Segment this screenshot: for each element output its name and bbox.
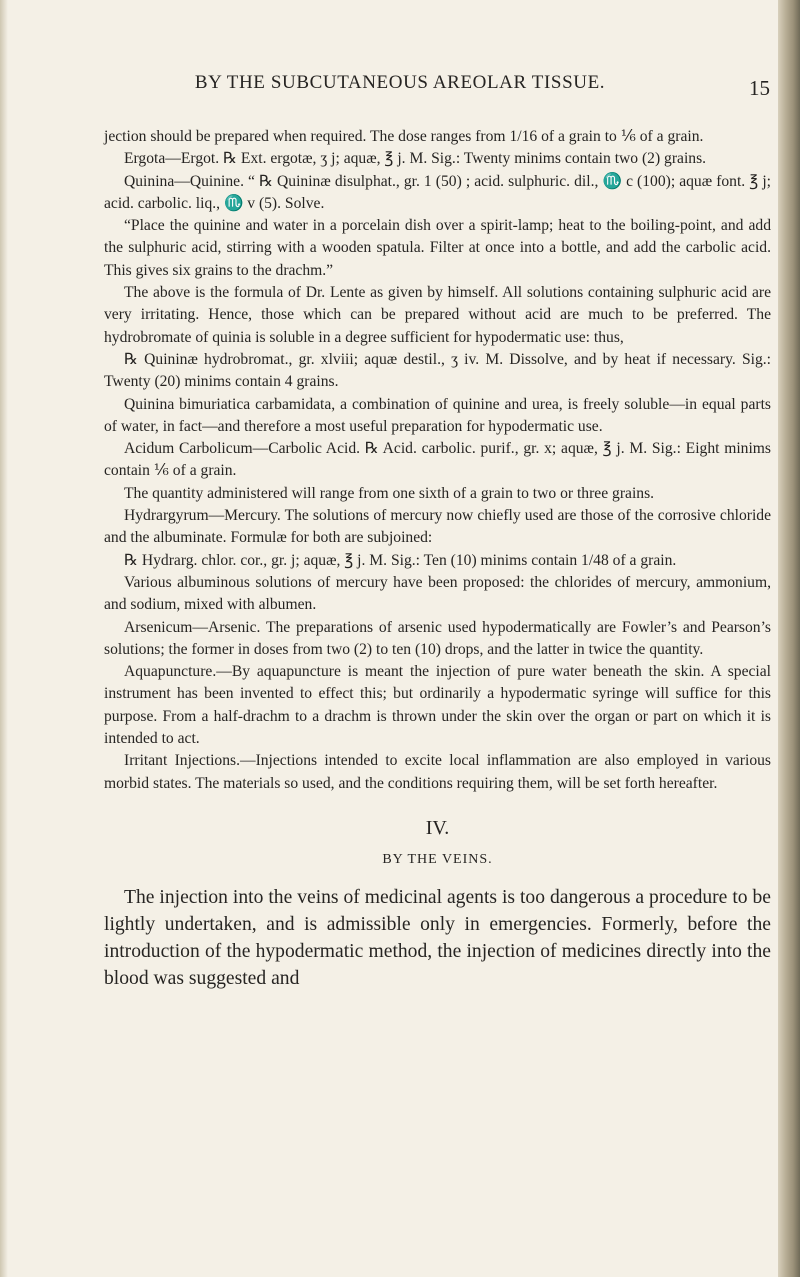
paragraph-mercury-recipe: ℞ Hydrarg. chlor. cor., gr. j; aquæ, ℥ j. M. Sig.: Ten (10) minims contain 1/48 of a grain. — [124, 551, 677, 569]
page-edge-binding — [778, 0, 800, 1277]
running-head — [0, 72, 770, 102]
paragraph-mercury: Hydrargyrum—Mercury. The solutions of mercury now chiefly used are those of the corrosive chloride and the albuminate. Formulæ for both are subjoined: — [104, 507, 771, 547]
section-number: IV. — [425, 816, 450, 839]
paragraph-veins: The injection into the veins of medicinal agents is too dangerous a procedure to be lightly undertaken, and is admissible only in emergencies. Formerly, before the introduction of the hypodermatic method, the injection of medicines directly into the blood was suggested and — [104, 886, 771, 990]
running-title: BY THE SUBCUTANEOUS AREOLAR TISSUE. — [194, 72, 606, 93]
section-body — [104, 884, 771, 993]
paragraph-quinine-directions: “Place the quinine and water in a porcelain dish over a spirit-lamp; heat to the boiling-point, and add the sulphuric acid, stirring with a wooden spatula. Filter at once into a bottle, and add the carbolic acid. This gives six grains to the drachm.” — [104, 217, 771, 279]
paragraph-arsenic: Arsenicum—Arsenic. The preparations of arsenic used hypodermatically are Fowler’s and Pearson’s solutions; the former in doses from two (2) to ten (10) drops, and the latter in twice the quantity. — [104, 618, 771, 658]
paragraph-hydrobromate-recipe: ℞ Quininæ hydrobromat., gr. xlviii; aquæ destil., ʒ iv. M. Dissolve, and by heat if necessary. Sig.: Twenty (20) minims contain 4 grains. — [104, 350, 771, 391]
paragraph-lente-formula: The above is the formula of Dr. Lente as given by himself. All solutions containing sulphuric acid are very irritating. Hence, those which can be prepared without acid are much to be preferred. The hydrobromate of quinia is soluble in a degree sufficient for hypodermatic use: thus, — [104, 284, 771, 346]
paragraph-ergota: Ergota—Ergot. ℞ Ext. ergotæ, ʒ j; aquæ, ℥ j. M. Sig.: Twenty minims contain two (2) grains. — [124, 150, 707, 168]
paragraph-quinina-bimuriatica: Quinina bimuriatica carbamidata, a combination of quinine and urea, is freely soluble—in equal parts of water, in fact—and therefore a most useful preparation for hypodermatic use. — [104, 395, 771, 435]
paragraph-aquapuncture: Aquapuncture.—By aquapuncture is meant the injection of pure water beneath the skin. A special instrument has been invented to effect this; but ordinarily a hypodermatic syringe will suffice for this purpose. From a half-drachm to a drachm is thrown under the skin over the organ or part on which it is intended to act. — [104, 663, 771, 748]
paragraph: jection should be prepared when required. The dose ranges from 1/16 of a grain to ⅙ of a grain. — [104, 128, 704, 145]
paragraph-albuminous-solutions: Various albuminous solutions of mercury have been proposed: the chlorides of mercury, ammonium, and sodium, mixed with albumen. — [104, 573, 771, 614]
paragraph-quinina: Quinina—Quinine. “ ℞ Quininæ disulphat., gr. 1 (50) ; acid. sulphuric. dil., ♏ c (100); aquæ font. ℥ j; acid. carbolic. liq., ♏ v (5). Solve. — [104, 172, 771, 212]
page-gutter-shadow — [0, 0, 8, 1277]
page-body — [104, 126, 771, 993]
page-number: 15 — [749, 76, 770, 100]
paragraph-carbolic-dose: The quantity administered will range from one sixth of a grain to two or three grains. — [124, 484, 655, 502]
section-title: BY THE VEINS. — [382, 852, 493, 868]
paragraph-carbolic-acid: Acidum Carbolicum—Carbolic Acid. ℞ Acid. carbolic. purif., gr. x; aquæ, ℥ j. M. Sig.: Eight minims contain ⅙ of a grain. — [104, 440, 771, 480]
paragraph-irritant-injections: Irritant Injections.—Injections intended to excite local inflammation are also employed in various morbid states. The materials so used, and the conditions requiring them, will be set forth hereafter. — [104, 752, 771, 792]
